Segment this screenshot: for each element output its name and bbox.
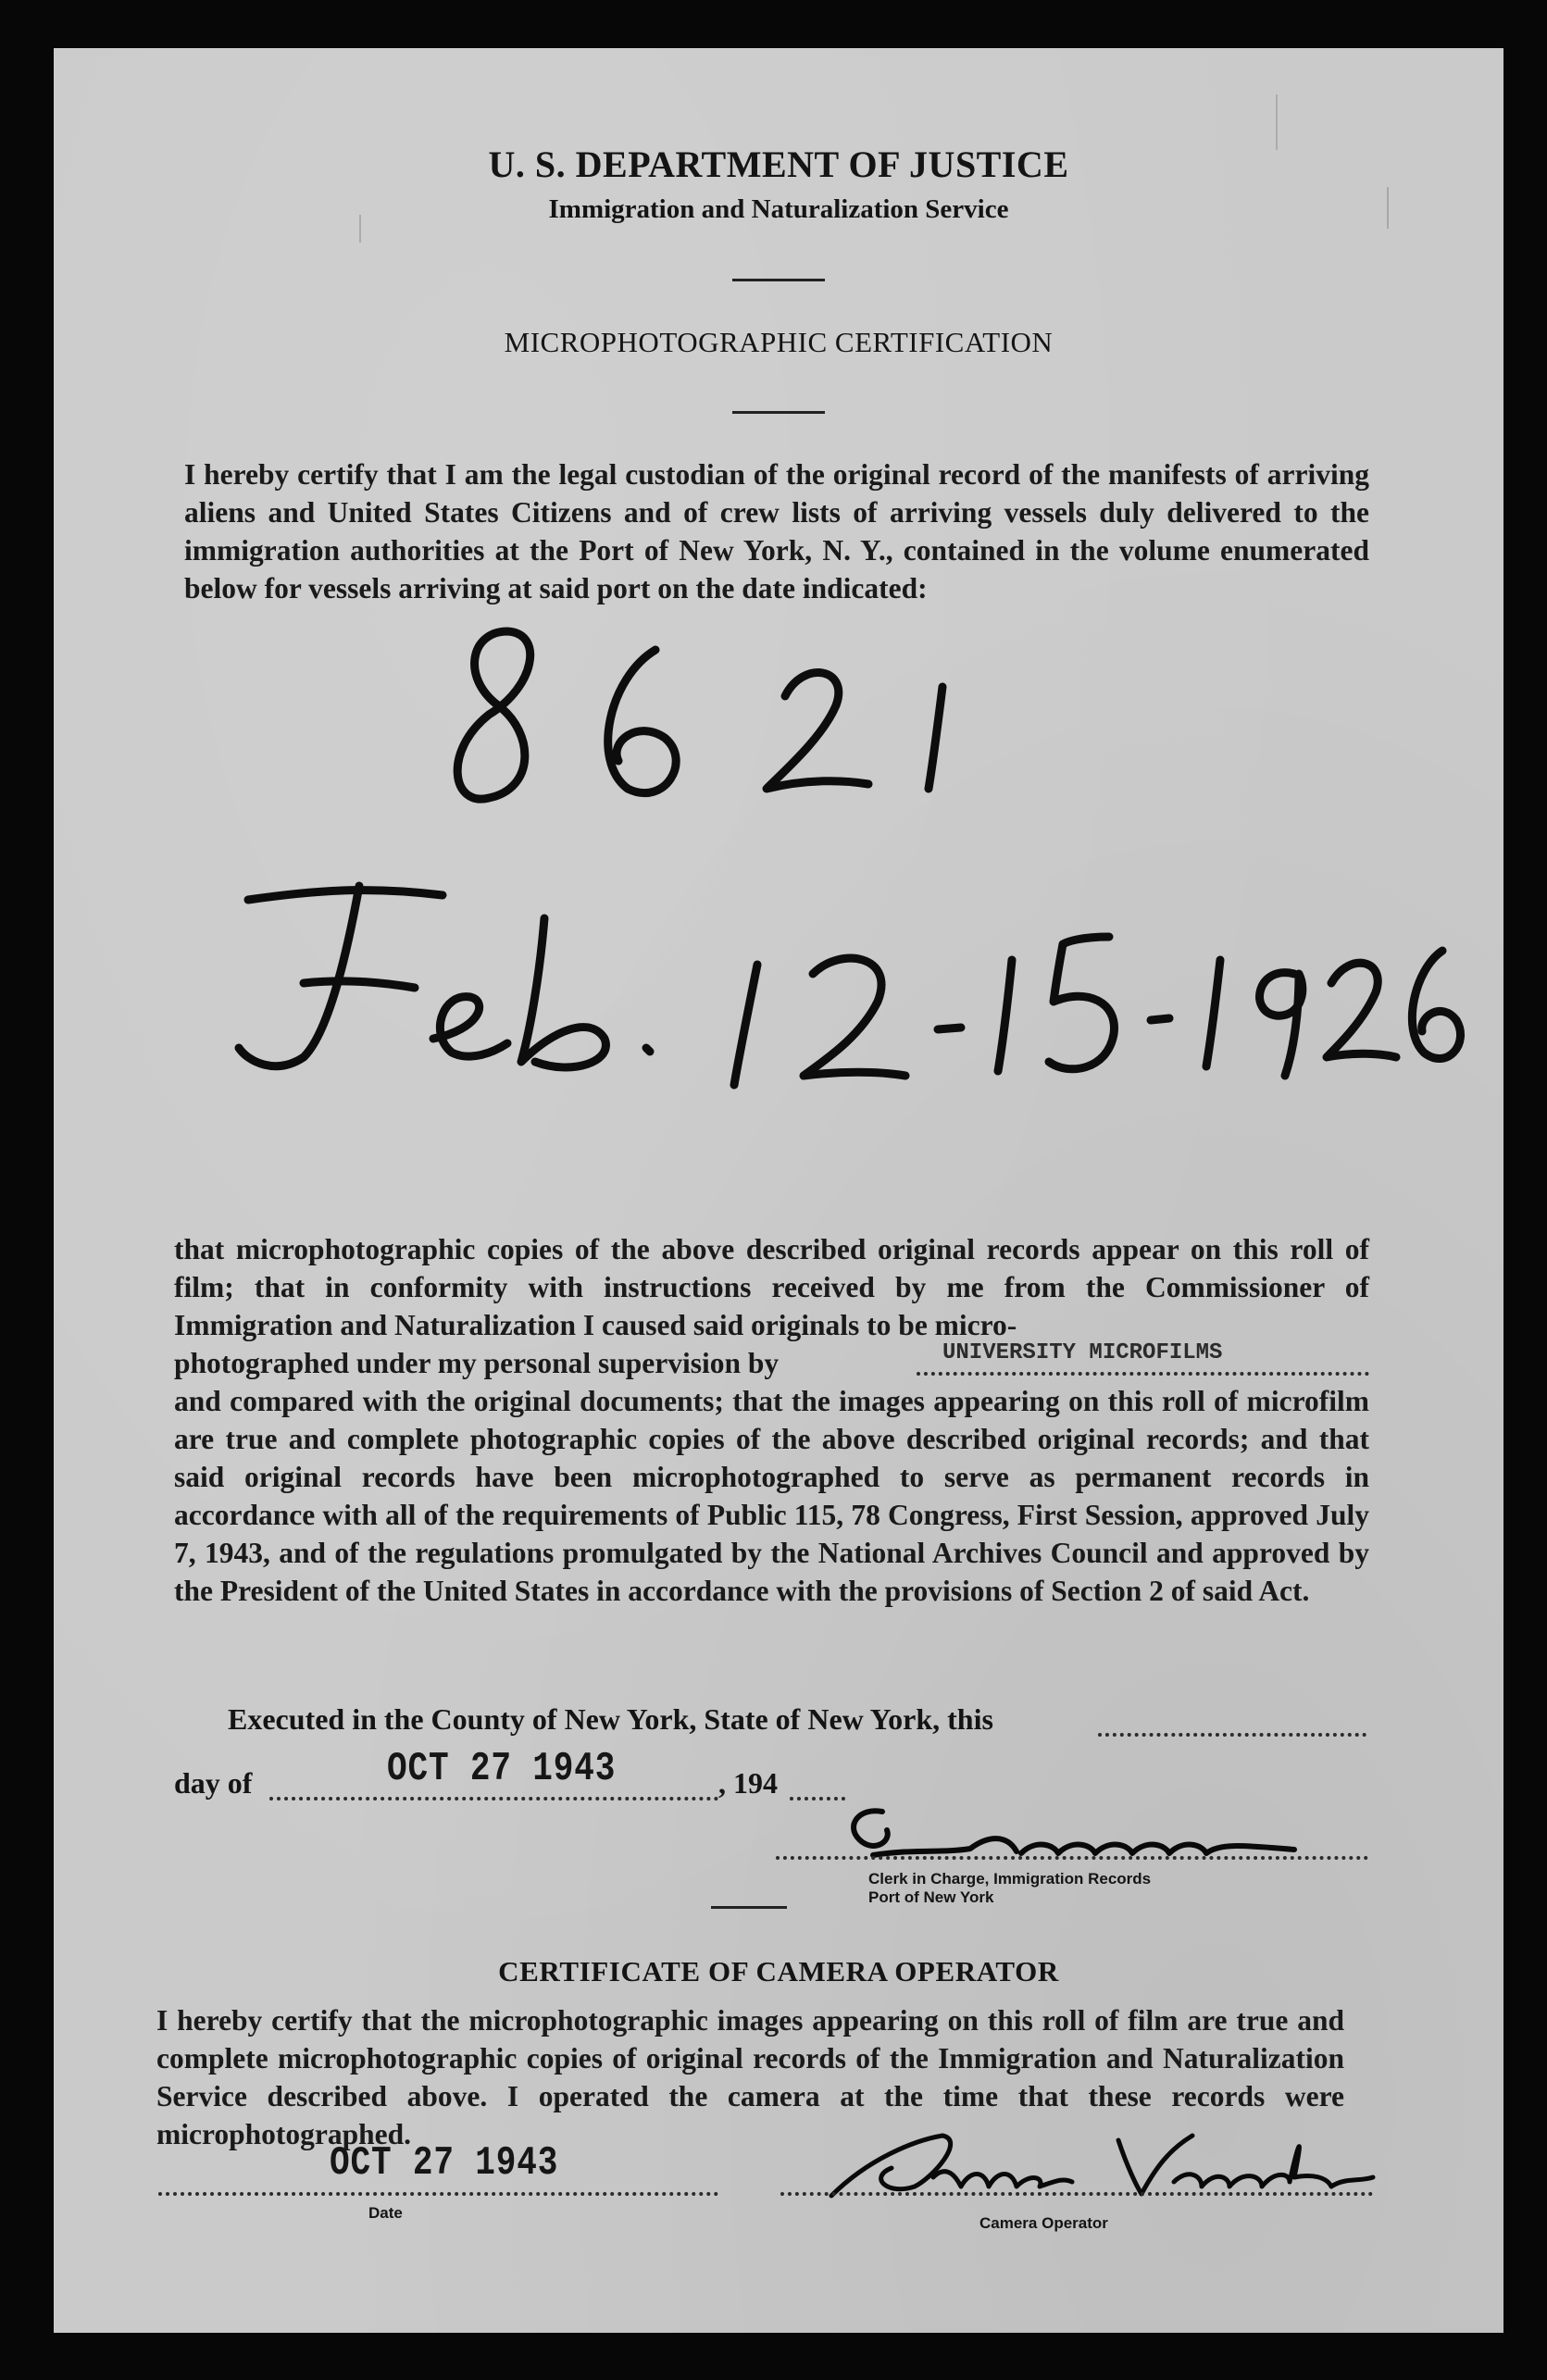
year-dotted-line xyxy=(790,1797,845,1801)
clerk-signature-line xyxy=(776,1856,1368,1860)
intro-paragraph: I hereby certify that I am the legal custodian of the original record of the manifests of arriving aliens and United States Citizens and of crew lists of arriving vessels duly delivered to the immigration authorities at the Port of New York, N. Y., contained in the volume enumerated below for vessels arriving at said port on the date indicated: xyxy=(184,458,1369,604)
film-scratch xyxy=(1276,94,1278,150)
certification-text-part1: that microphotographic copies of the above described original records appear on this roll of film; that in conformity with instructions received by me from the Commissioner of Immigration and Naturalization I caused said originals to be micro- xyxy=(174,1233,1369,1341)
clerk-caption-line1: Clerk in Charge, Immigration Records xyxy=(868,1870,1152,1888)
supervisor-dotted-line xyxy=(917,1372,1369,1376)
supervisor-name: UNIVERSITY MICROFILMS xyxy=(942,1340,1223,1365)
divider xyxy=(732,411,825,414)
clerk-signature xyxy=(54,48,1503,2333)
camera-operator-signature xyxy=(54,48,1503,2333)
operator-signature-line xyxy=(780,2192,1373,2196)
supervisor-prefix: photographed under my personal supervision by xyxy=(174,1347,780,1379)
year-label: , 194 xyxy=(718,1766,778,1800)
divider xyxy=(732,279,825,281)
divider xyxy=(711,1906,787,1909)
film-scratch xyxy=(1387,187,1389,229)
certification-text-part2: and compared with the original documents; that the images appearing on this roll of microfilm are true and complete photographic copies of the above described original records; and that said original records have been microphotographed to serve as permanent records in accordance with all of the requirements of Public 115, 78 Congress, First Session, approved July 7, 1943, and of the regulations promulgated by the National Archives Council and approved by the President of the United States in accordance with the provisions of Section 2 of said Act. xyxy=(174,1385,1369,1607)
operator-caption: Camera Operator xyxy=(979,2214,1108,2232)
camera-operator-statement: I hereby certify that the microphotographic images appearing on this roll of film are true and complete microphotographic copies of original records of the Immigration and Naturalization Service described above. I operated the camera at the time that these records were microphotographed. xyxy=(156,2004,1344,2150)
execution-day-dotted-line xyxy=(1098,1733,1366,1737)
date-caption: Date xyxy=(368,2204,403,2222)
department-heading: U. S. DEPARTMENT OF JUSTICE xyxy=(488,143,1069,185)
camera-operator-title: CERTIFICATE OF CAMERA OPERATOR xyxy=(498,1955,1059,1987)
handwritten-entry xyxy=(54,48,1503,2333)
certificate-page xyxy=(54,48,1503,2333)
clerk-caption-line2: Port of New York xyxy=(868,1888,994,1906)
service-heading: Immigration and Naturalization Service xyxy=(548,194,1009,224)
day-of-label: day of xyxy=(174,1766,253,1800)
certification-paragraph xyxy=(174,1230,1369,1610)
certification-title: MICROPHOTOGRAPHIC CERTIFICATION xyxy=(504,326,1054,358)
date-dotted-line xyxy=(158,2192,718,2196)
film-scratch xyxy=(359,215,361,243)
supervisor-line xyxy=(174,1340,1369,1382)
execution-statement: Executed in the County of New York, State of New York, this xyxy=(228,1702,993,1736)
clerk-caption xyxy=(868,1870,1151,1907)
day-of-dotted-line xyxy=(269,1797,718,1801)
camera-date-stamp: OCT 27 1943 xyxy=(330,2140,559,2187)
execution-date-stamp: OCT 27 1943 xyxy=(387,1746,617,1792)
